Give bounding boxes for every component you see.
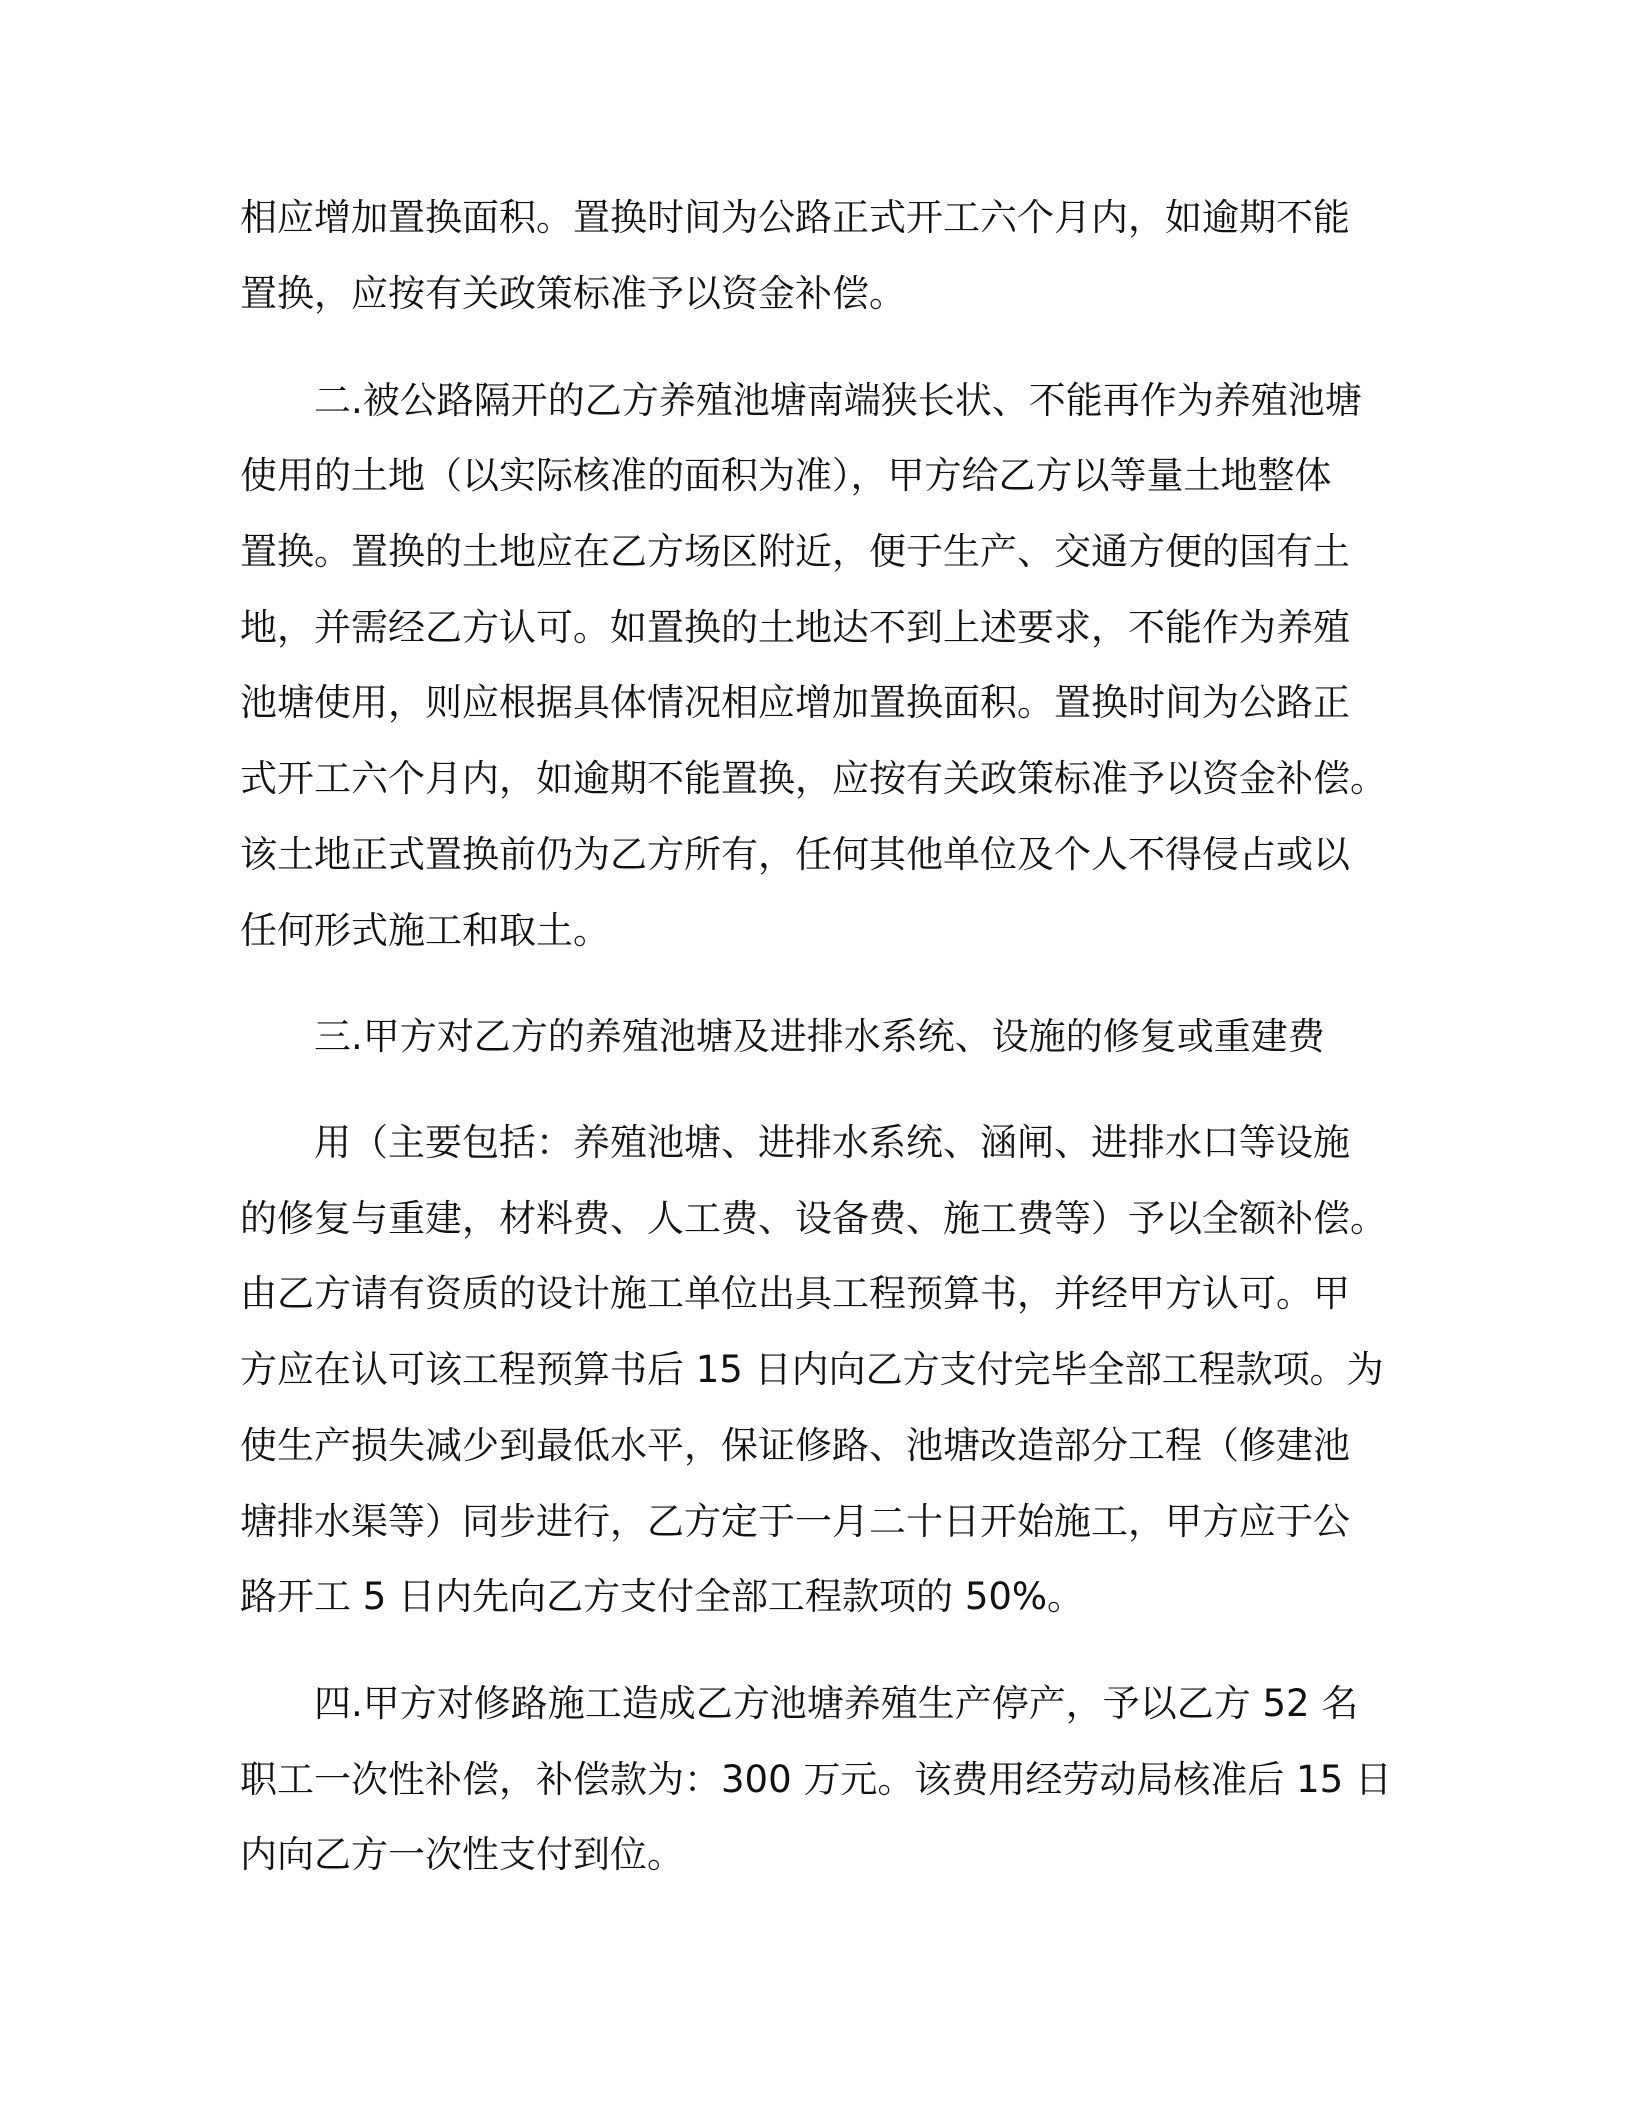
text-line: 相应增加置换面积。置换时间为公路正式开工六个月内，如逾期不能: [240, 196, 1350, 239]
text-line: 方应在认可该工程预算书后 15 日内向乙方支付完毕全部工程款项。为: [240, 1348, 1384, 1391]
text-line: 内向乙方一次性支付到位。: [240, 1833, 684, 1876]
text-line: 该土地正式置换前仍为乙方所有，任何其他单位及个人不得侵占或以: [240, 833, 1350, 876]
paragraph-start: 四.甲方对修路施工造成乙方池塘养殖生产停产，予以乙方 52 名: [314, 1682, 1359, 1725]
text-line: 由乙方请有资质的设计施工单位出具工程预算书，并经甲方认可。甲: [240, 1272, 1350, 1315]
text-line: 职工一次性补偿，补偿款为：300 万元。该费用经劳动局核准后 15 日: [240, 1758, 1392, 1801]
text-line: 式开工六个月内，如逾期不能置换，应按有关政策标准予以资金补偿。: [240, 757, 1387, 800]
text-line: 塘排水渠等）同步进行，乙方定于一月二十日开始施工，甲方应于公: [240, 1500, 1350, 1543]
text-line: 置换，应按有关政策标准予以资金补偿。: [240, 272, 906, 315]
paragraph-start: 三.甲方对乙方的养殖池塘及进排水系统、设施的修复或重建费: [314, 1015, 1325, 1058]
text-line: 使生产损失减少到最低水平，保证修路、池塘改造部分工程（修建池: [240, 1424, 1350, 1467]
text-line: 使用的土地（以实际核准的面积为准），甲方给乙方以等量土地整体: [240, 454, 1332, 497]
text-line: 路开工 5 日内先向乙方支付全部工程款项的 50%。: [240, 1575, 1085, 1618]
text-line: 池塘使用，则应根据具体情况相应增加置换面积。置换时间为公路正: [240, 681, 1350, 724]
text-line: 任何形式施工和取土。: [240, 909, 610, 952]
text-line: 地，并需经乙方认可。如置换的土地达不到上述要求，不能作为养殖: [240, 606, 1350, 649]
paragraph-start: 二.被公路隔开的乙方养殖池塘南端狭长状、不能再作为养殖池塘: [314, 379, 1362, 422]
text-line: 置换。置换的土地应在乙方场区附近，便于生产、交通方便的国有土: [240, 530, 1350, 573]
text-line: 的修复与重建，材料费、人工费、设备费、施工费等）予以全额补偿。: [240, 1197, 1387, 1240]
paragraph-start: 用（主要包括：养殖池塘、进排水系统、涵闸、进排水口等设施: [314, 1121, 1350, 1164]
